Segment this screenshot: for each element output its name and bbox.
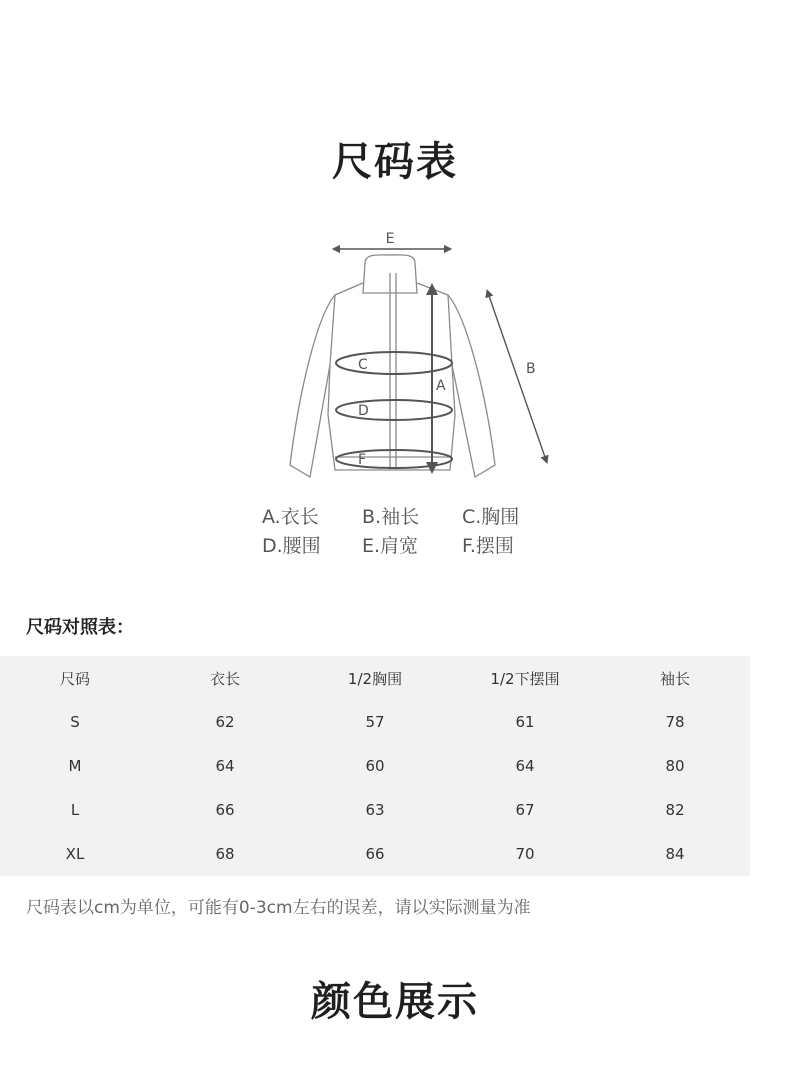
size-chart-label: 尺码对照表：: [26, 617, 134, 638]
measure-a-mark: A: [436, 378, 446, 394]
header-length: 衣长: [209, 669, 240, 688]
measure-e-mark: E: [385, 231, 395, 247]
legend-item: B.袖长: [362, 506, 420, 528]
size-chart-table: [0, 656, 750, 876]
table-cell: M: [68, 757, 82, 775]
measure-d-ellipse: [336, 400, 452, 420]
legend-row: [262, 531, 562, 560]
table-cell: 64: [515, 757, 535, 775]
table-cell: 62: [215, 713, 235, 731]
legend-item: F.摆围: [462, 535, 514, 557]
table-row: [0, 788, 750, 832]
table-row: [0, 832, 750, 876]
measure-c-ellipse: [336, 352, 452, 374]
measure-b-arrow: [488, 293, 546, 460]
header-size: 尺码: [59, 669, 90, 688]
header-half-chest: 1/2胸围: [347, 669, 403, 688]
color-section-title: 颜色展示: [311, 979, 479, 1025]
measure-c-mark: C: [358, 357, 368, 373]
table-cell: 78: [665, 713, 685, 731]
legend-item: A.衣长: [262, 506, 319, 528]
table-cell: 60: [365, 757, 385, 775]
legend-item: E.肩宽: [362, 535, 419, 557]
measure-b-mark: B: [526, 361, 536, 377]
measure-f-mark: F: [358, 452, 367, 468]
table-cell: S: [70, 713, 80, 731]
table-cell: 66: [215, 801, 235, 819]
page-title: 尺码表: [332, 139, 458, 185]
jacket-outline: [290, 255, 495, 477]
table-cell: XL: [65, 845, 85, 863]
legend-item: D.腰围: [262, 535, 321, 557]
table-cell: 63: [365, 801, 385, 819]
table-cell: 82: [665, 801, 685, 819]
table-cell: 67: [515, 801, 535, 819]
table-cell: 84: [665, 845, 685, 863]
table-header-row: [0, 656, 750, 700]
jacket-measurement-diagram: [280, 225, 560, 485]
measure-d-mark: D: [358, 403, 369, 419]
table-cell: 70: [515, 845, 535, 863]
measure-f-ellipse: [336, 450, 452, 468]
table-cell: 68: [215, 845, 235, 863]
header-half-hem: 1/2下摆围: [490, 669, 560, 688]
table-cell: 66: [365, 845, 385, 863]
table-row: [0, 700, 750, 744]
table-cell: 80: [665, 757, 685, 775]
measurement-legend: [262, 502, 562, 560]
legend-item: C.胸围: [462, 506, 520, 528]
table-cell: 57: [365, 713, 385, 731]
measurement-note: 尺码表以cm为单位，可能有0-3cm左右的误差，请以实际测量为准: [26, 898, 531, 918]
table-cell: 61: [515, 713, 535, 731]
legend-row: [262, 502, 562, 531]
table-cell: L: [70, 801, 80, 819]
table-row: [0, 744, 750, 788]
header-sleeve: 袖长: [659, 669, 690, 688]
table-cell: 64: [215, 757, 235, 775]
